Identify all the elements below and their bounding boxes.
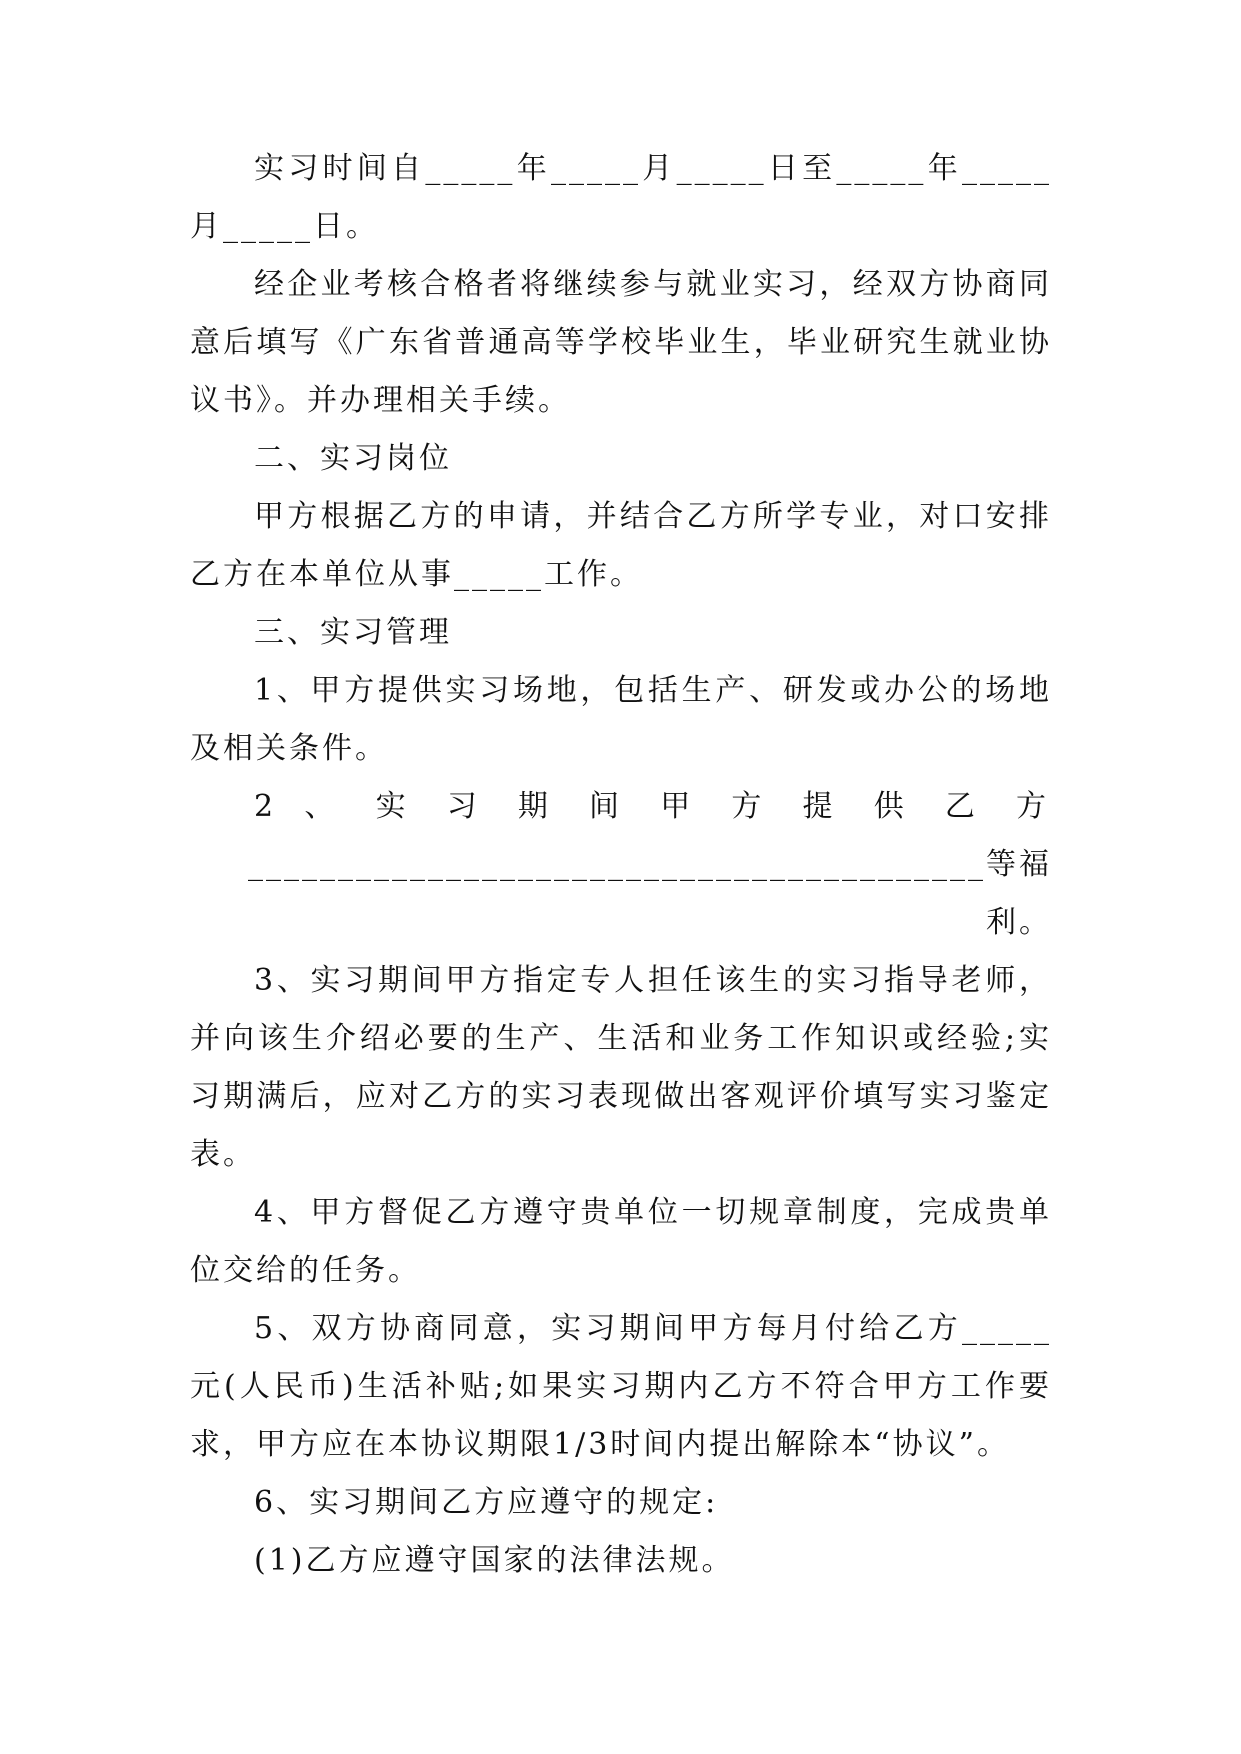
paragraph-item-3: 3、实习期间甲方指定专人担任该生的实习指导老师，并向该生介绍必要的生产、生活和业务工作知识或经验;实习期满后，应对乙方的实习表现做出客观评价填写实习鉴定表。 xyxy=(190,963,1052,1172)
document-page xyxy=(190,140,1052,1590)
section-heading-internship-management: 三、实习管理 xyxy=(254,615,452,650)
paragraph-position-arrangement: 甲方根据乙方的申请，并结合乙方所学专业，对口安排乙方在本单位从事_____工作。 xyxy=(190,499,1052,592)
paragraph-employment-agreement: 经企业考核合格者将继续参与就业实习，经双方协商同意后填写《广东省普通高等学校毕业生，毕业研究生就业协议书》。并办理相关手续。 xyxy=(190,267,1052,418)
paragraph-item-1: 1、甲方提供实习场地，包括生产、研发或办公的场地及相关条件。 xyxy=(190,673,1052,766)
paragraph-item-6-1: (1)乙方应遵守国家的法律法规。 xyxy=(254,1543,735,1578)
paragraph-item-4: 4、甲方督促乙方遵守贵单位一切规章制度，完成贵单位交给的任务。 xyxy=(190,1195,1052,1288)
paragraph-item-2-line-1: 2 、 实 习 期 间 甲 方 提 供 乙 方 xyxy=(254,789,1052,824)
paragraph-item-5: 5、双方协商同意，实习期间甲方每月付给乙方_____元(人民币)生活补贴;如果实习期内乙方不符合甲方工作要求，甲方应在本协议期限1/3时间内提出解除本“协议”。 xyxy=(190,1311,1052,1462)
paragraph-item-2-line-2: _________________________________________等福利。 xyxy=(248,847,1052,940)
section-heading-internship-position: 二、实习岗位 xyxy=(254,441,452,476)
paragraph-item-6: 6、实习期间乙方应遵守的规定: xyxy=(254,1485,719,1520)
paragraph-internship-period: 实习时间自_____年_____月_____日至_____年_____月_____日。 xyxy=(190,151,1052,244)
